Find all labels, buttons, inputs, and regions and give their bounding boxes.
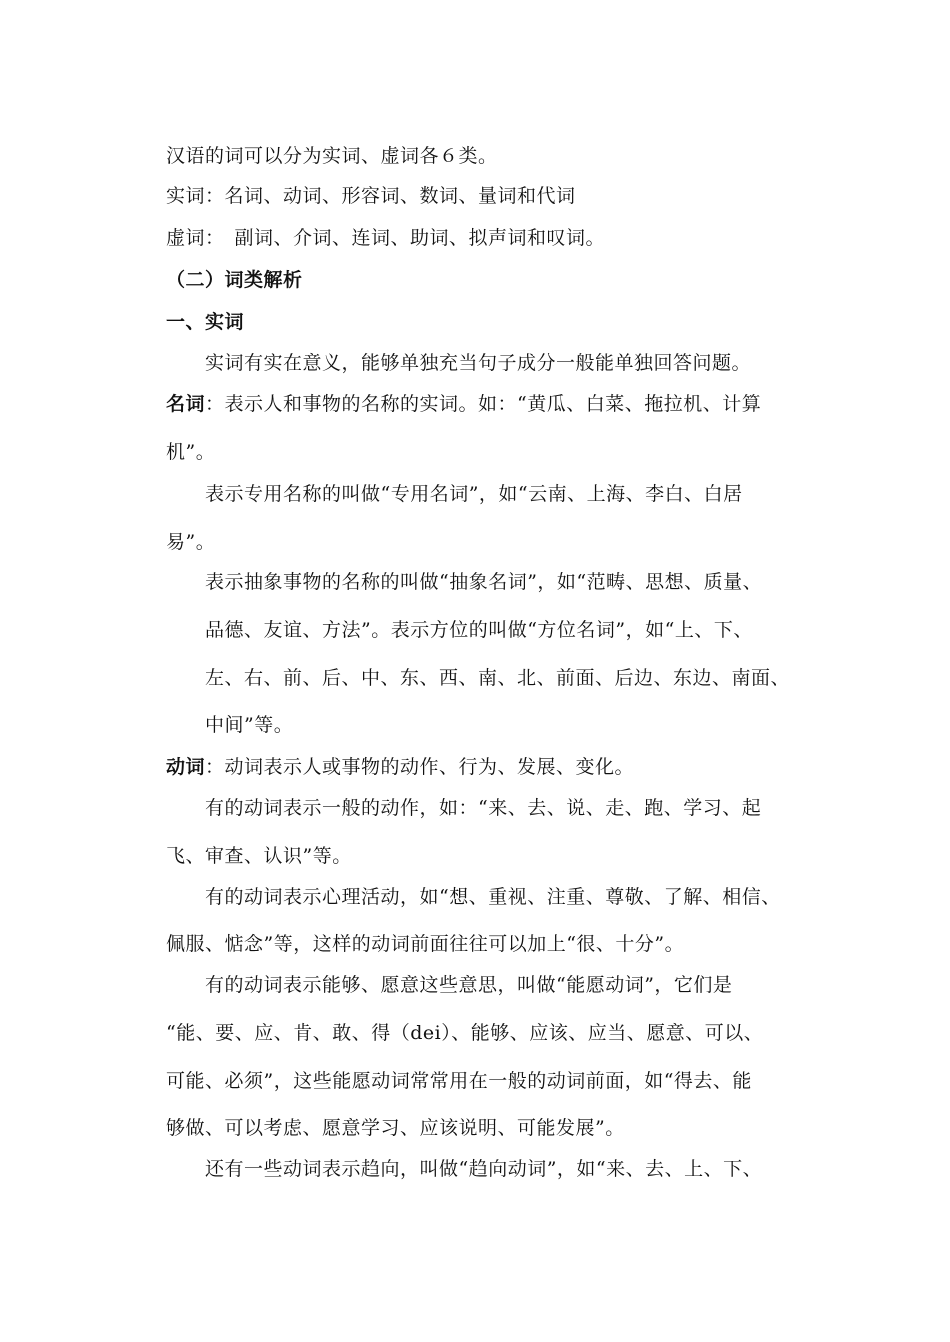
dongci-term: 动词 — [166, 756, 206, 778]
proper-noun-line-2: 易”。 — [166, 531, 216, 553]
mingci-definition — [166, 392, 761, 416]
dongci-text: ：动词表示人或事物的动作、行为、发展、变化。 — [205, 756, 635, 778]
intro-paragraph: 汉语的词可以分为实词、虚词各６类。 — [166, 145, 498, 167]
xuci-list: 虚词： 副词、介词、连词、助词、拟声词和叹词。 — [166, 227, 606, 249]
mental-verb-line-2: 佩服、惦念”等，这样的动词前面往往可以加上“很、十分”。 — [166, 933, 685, 955]
abstract-noun-line-1: 表示抽象事物的名称的叫做“抽象名词”，如“范畴、思想、质量、 — [205, 571, 763, 593]
general-verb-line-2: 飞、审查、认识”等。 — [166, 845, 352, 867]
directional-verb-line-1: 还有一些动词表示趋向，叫做“趋向动词”，如“来、去、上、下、 — [205, 1158, 763, 1180]
proper-noun-line-1: 表示专用名称的叫做“专用名词”，如“云南、上海、李白、白居 — [205, 483, 743, 505]
abstract-noun-line-2: 品德、友谊、方法”。表示方位的叫做“方位名词”，如“上、下、 — [205, 619, 753, 641]
mental-verb-line-1: 有的动词表示心理活动，如“想、重视、注重、尊敬、了解、相信、 — [205, 886, 781, 908]
mingci-term: 名词 — [166, 393, 206, 415]
section-heading: （二）词类解析 — [166, 269, 303, 291]
subsection-heading: 一、实词 — [166, 311, 245, 333]
mingci-text: ：表示人和事物的名称的实词。如：“黄瓜、白菜、拖拉机、计算 — [205, 393, 762, 415]
dongci-definition — [166, 755, 634, 779]
modal-verb-line-3: 可能、必须”，这些能愿动词常常用在一般的动词前面，如“得去、能 — [166, 1070, 752, 1092]
abstract-noun-line-3: 左、右、前、后、中、东、西、南、北、前面、后边、东边、南面、 — [205, 667, 791, 689]
abstract-noun-line-4: 中间”等。 — [205, 714, 294, 736]
modal-verb-line-4: 够做、可以考虑、愿意学习、应该说明、可能发展”。 — [166, 1117, 625, 1139]
shici-list: 实词：名词、动词、形容词、数词、量词和代词 — [166, 185, 576, 207]
mingci-continuation: 机”。 — [166, 441, 216, 463]
modal-verb-line-2: “能、要、应、肯、敢、得（dei）、能够、应该、应当、愿意、可以、 — [166, 1022, 764, 1044]
shici-definition: 实词有实在意义，能够单独充当句子成分一般能单独回答问题。 — [205, 352, 752, 374]
general-verb-line-1: 有的动词表示一般的动作，如：“来、去、说、走、跑、学习、起 — [205, 797, 762, 819]
modal-verb-line-1: 有的动词表示能够、愿意这些意思，叫做“能愿动词”，它们是 — [205, 974, 733, 996]
